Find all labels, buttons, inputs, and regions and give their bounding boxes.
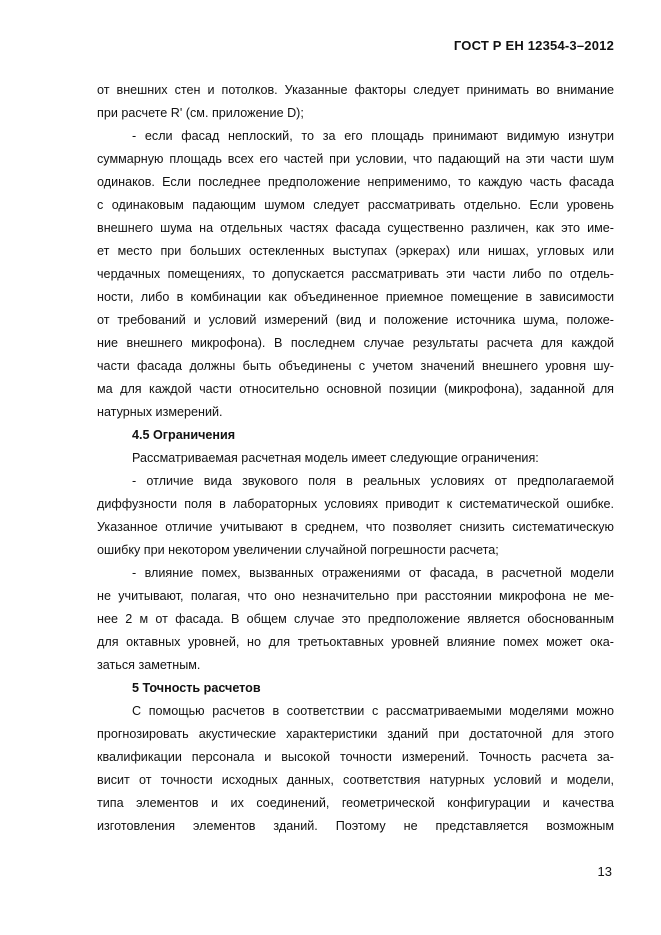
text-line: заться заметным. — [97, 658, 201, 672]
section-heading-4-5: 4.5 Ограничения — [132, 428, 236, 442]
text-line: нее 2 м от фасада. В общем случае это предположение является обоснованным — [97, 612, 614, 626]
text-line: одинаков. Если последнее предположение неприменимо, то каждую часть фасада — [97, 175, 614, 189]
section-heading-5: 5 Точность расчетов — [132, 681, 261, 695]
text-line: ма для каждой части относительно основной позиции (микрофона), заданной для — [97, 382, 614, 396]
text-line: Рассматриваемая расчетная модель имеет следующие ограничения: — [132, 451, 539, 465]
text-line: с одинаковым падающим шумом следует рассматривать отдельно. Если уровень — [97, 198, 614, 212]
text-line: С помощью расчетов в соответствии с рассматриваемыми моделями можно — [132, 704, 614, 718]
text-line: ние внешнего микрофона). В последнем случае результаты расчета для каждой — [97, 336, 614, 350]
text-line: - отличие вида звукового поля в реальных условиях от предполагаемой — [132, 474, 614, 488]
text-line: квалификации персонала и высокой точности измерений. Точность расчета за- — [97, 750, 614, 764]
text-line: Указанное отличие учитывают в среднем, что позволяет снизить систематическую — [97, 520, 614, 534]
text-line: изготовления элементов зданий. Поэтому не представляется возможным — [97, 819, 614, 833]
text-line: при расчете R' (см. приложение D); — [97, 106, 304, 120]
text-line: - влияние помех, вызванных отражениями от фасада, в расчетной модели — [132, 566, 614, 580]
text-line: ности, либо в комбинации как объединенное приемное помещение в зависимости — [97, 290, 614, 304]
text-line: прогнозировать акустические характеристики зданий при достаточной для этого — [97, 727, 614, 741]
text-line: внешнего шума на отдельных частях фасада существенно различен, как это име- — [97, 221, 614, 235]
text-line: не учитывают, полагая, что оно незначительно при расстоянии микрофона не ме- — [97, 589, 614, 603]
text-line: от требований и условий измерений (вид и положение источника шума, положе- — [97, 313, 614, 327]
text-line: от внешних стен и потолков. Указанные факторы следует принимать во внимание — [97, 83, 614, 97]
text-line: ошибку при некотором увеличении случайной погрешности расчета; — [97, 543, 499, 557]
text-line: диффузности поля в лабораторных условиях приводит к систематической ошибке. — [97, 497, 614, 511]
text-line: суммарную площадь всех его частей при условии, что падающий на эти части шум — [97, 152, 614, 166]
text-line: чердачных помещениях, то допускается рассматривать эти части либо по отдель- — [97, 267, 614, 281]
text-line: висит от точности исходных данных, соответствия натурных условий и модели, — [97, 773, 614, 787]
text-line: части фасада должны быть объединены с учетом значений внешнего уровня шу- — [97, 359, 614, 373]
body-text — [97, 79, 614, 838]
text-line: ет место при больших остекленных выступах (эркерах) или нишах, угловых или — [97, 244, 614, 258]
document-code-header: ГОСТ Р ЕН 12354-3–2012 — [453, 38, 614, 53]
text-line: - если фасад неплоский, то за его площадь принимают видимую изнутри — [132, 129, 614, 143]
text-line: для октавных уровней, но для третьоктавных уровней влияние помех может ока- — [97, 635, 614, 649]
page-number: 13 — [597, 864, 612, 879]
text-line: типа элементов и их соединений, геометрической конфигурации и качества — [97, 796, 614, 810]
text-line: натурных измерений. — [97, 405, 223, 419]
